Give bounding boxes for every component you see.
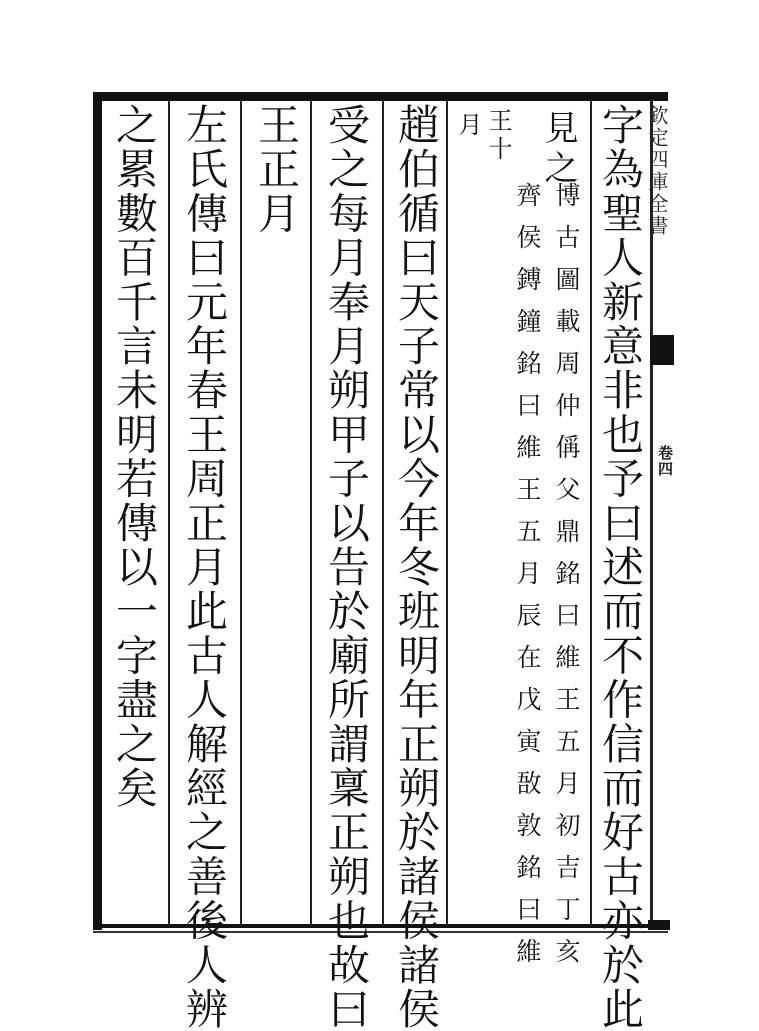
fishtail-mark [650, 335, 674, 365]
frame-left-border [93, 92, 102, 930]
note-column-2b: 齊侯鎛鐘銘曰維王五月辰在戊寅敔敦銘曰維 [513, 182, 542, 980]
edge-book-title: 欽定四庫全書 [645, 105, 669, 237]
text-column-6: 王正月 [252, 103, 301, 236]
juan-label: 卷四 [656, 445, 674, 477]
text-column-8: 之累數百千言未明若傳以一字盡之矣 [110, 103, 159, 811]
text-column-4: 趙伯循曰天子常以今年冬班明年正朔於諸侯諸侯 [392, 103, 441, 1031]
text-column-2-head: 見之 [538, 110, 578, 190]
frame-top-border [93, 92, 668, 101]
column-rule [310, 100, 312, 926]
text-column-1: 字為聖人新意非也予曰述而不作信而好古亦於此 [596, 103, 645, 1031]
text-column-7: 左氏傳曰元年春王周正月此古人解經之善後人辨 [180, 103, 229, 1031]
edge-bottom-mark [648, 920, 670, 930]
column-rule [240, 100, 242, 926]
column-rule [382, 100, 384, 926]
column-rule [446, 100, 448, 926]
column-rule [590, 100, 592, 926]
text-column-5: 受之每月奉月朔甲子以告於廟所謂稟正朔也故曰 [322, 103, 371, 1031]
text-column-3b: 月 [454, 112, 482, 142]
text-column-3a: 王十 [484, 108, 512, 164]
note-column-2a: 博古圖載周仲偁父鼎銘曰維王五月初吉丁亥 [552, 182, 581, 980]
column-rule [168, 100, 170, 926]
